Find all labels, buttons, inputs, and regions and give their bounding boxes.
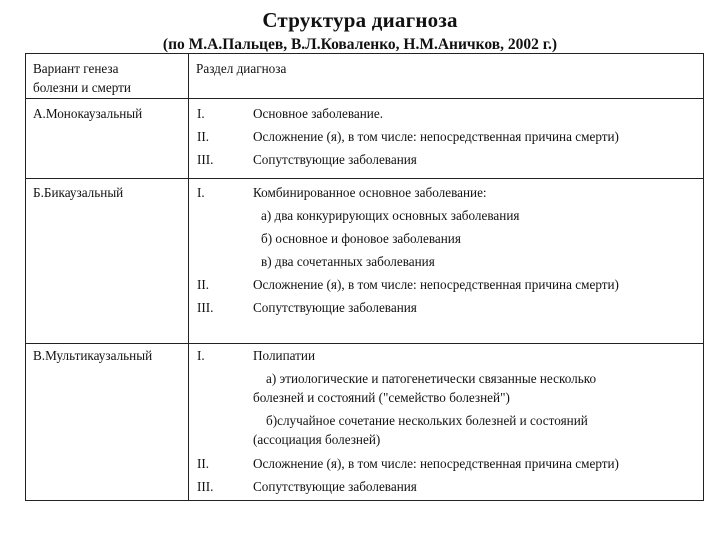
subitem-text: б) основное и фоновое заболевания: [261, 231, 461, 246]
section-number: II.: [197, 277, 210, 292]
section-number: III.: [197, 300, 214, 315]
section-text: Комбинированное основное заболевание:: [253, 185, 487, 200]
subitem-text: а) два конкурирующих основных заболевания: [261, 208, 520, 223]
section-text: Сопутствующие заболевания: [253, 479, 417, 494]
page-subtitle: (по М.А.Пальцев, В.Л.Коваленко, Н.М.Аничков, 2002 г.): [162, 36, 558, 53]
section-text: Осложнение (я), в том числе: непосредственная причина смерти): [253, 277, 619, 292]
variant-label: А.Монокаузальный: [33, 106, 143, 121]
section-text: Осложнение (я), в том числе: непосредственная причина смерти): [253, 456, 619, 471]
section-text: Сопутствующие заболевания: [253, 300, 417, 315]
subitem-text: в) два сочетанных заболевания: [261, 254, 435, 269]
section-text: Осложнение (я), в том числе: непосредственная причина смерти): [253, 129, 619, 144]
header-variant-line1: Вариант генеза: [33, 61, 119, 76]
subitem-text: болезней и состояний ("семейство болезней"): [253, 390, 510, 405]
subitem-text: а) этиологические и патогенетически связанные несколько: [266, 371, 597, 386]
column-divider: [188, 53, 189, 501]
section-number: II.: [197, 456, 210, 471]
section-number: III.: [197, 479, 214, 494]
row-divider: [25, 178, 704, 179]
section-text: Основное заболевание.: [253, 106, 384, 121]
section-text: Сопутствующие заболевания: [253, 152, 417, 167]
variant-label: Б.Бикаузальный: [33, 185, 124, 200]
header-divider: [25, 98, 704, 99]
header-variant-line2: болезни и смерти: [33, 80, 131, 95]
section-number: III.: [197, 152, 214, 167]
page-title: Структура диагноза: [262, 8, 458, 32]
section-number: I.: [197, 348, 205, 363]
row-divider: [25, 343, 704, 344]
section-number: I.: [197, 185, 205, 200]
section-number: I.: [197, 106, 205, 121]
section-number: II.: [197, 129, 210, 144]
header-section: Раздел диагноза: [196, 61, 287, 76]
section-text: Полипатии: [253, 348, 316, 363]
subitem-text: б)случайное сочетание нескольких болезней и состояний: [266, 413, 588, 428]
subitem-text: (ассоциация болезней): [253, 432, 381, 447]
variant-label: В.Мультикаузальный: [33, 348, 153, 363]
